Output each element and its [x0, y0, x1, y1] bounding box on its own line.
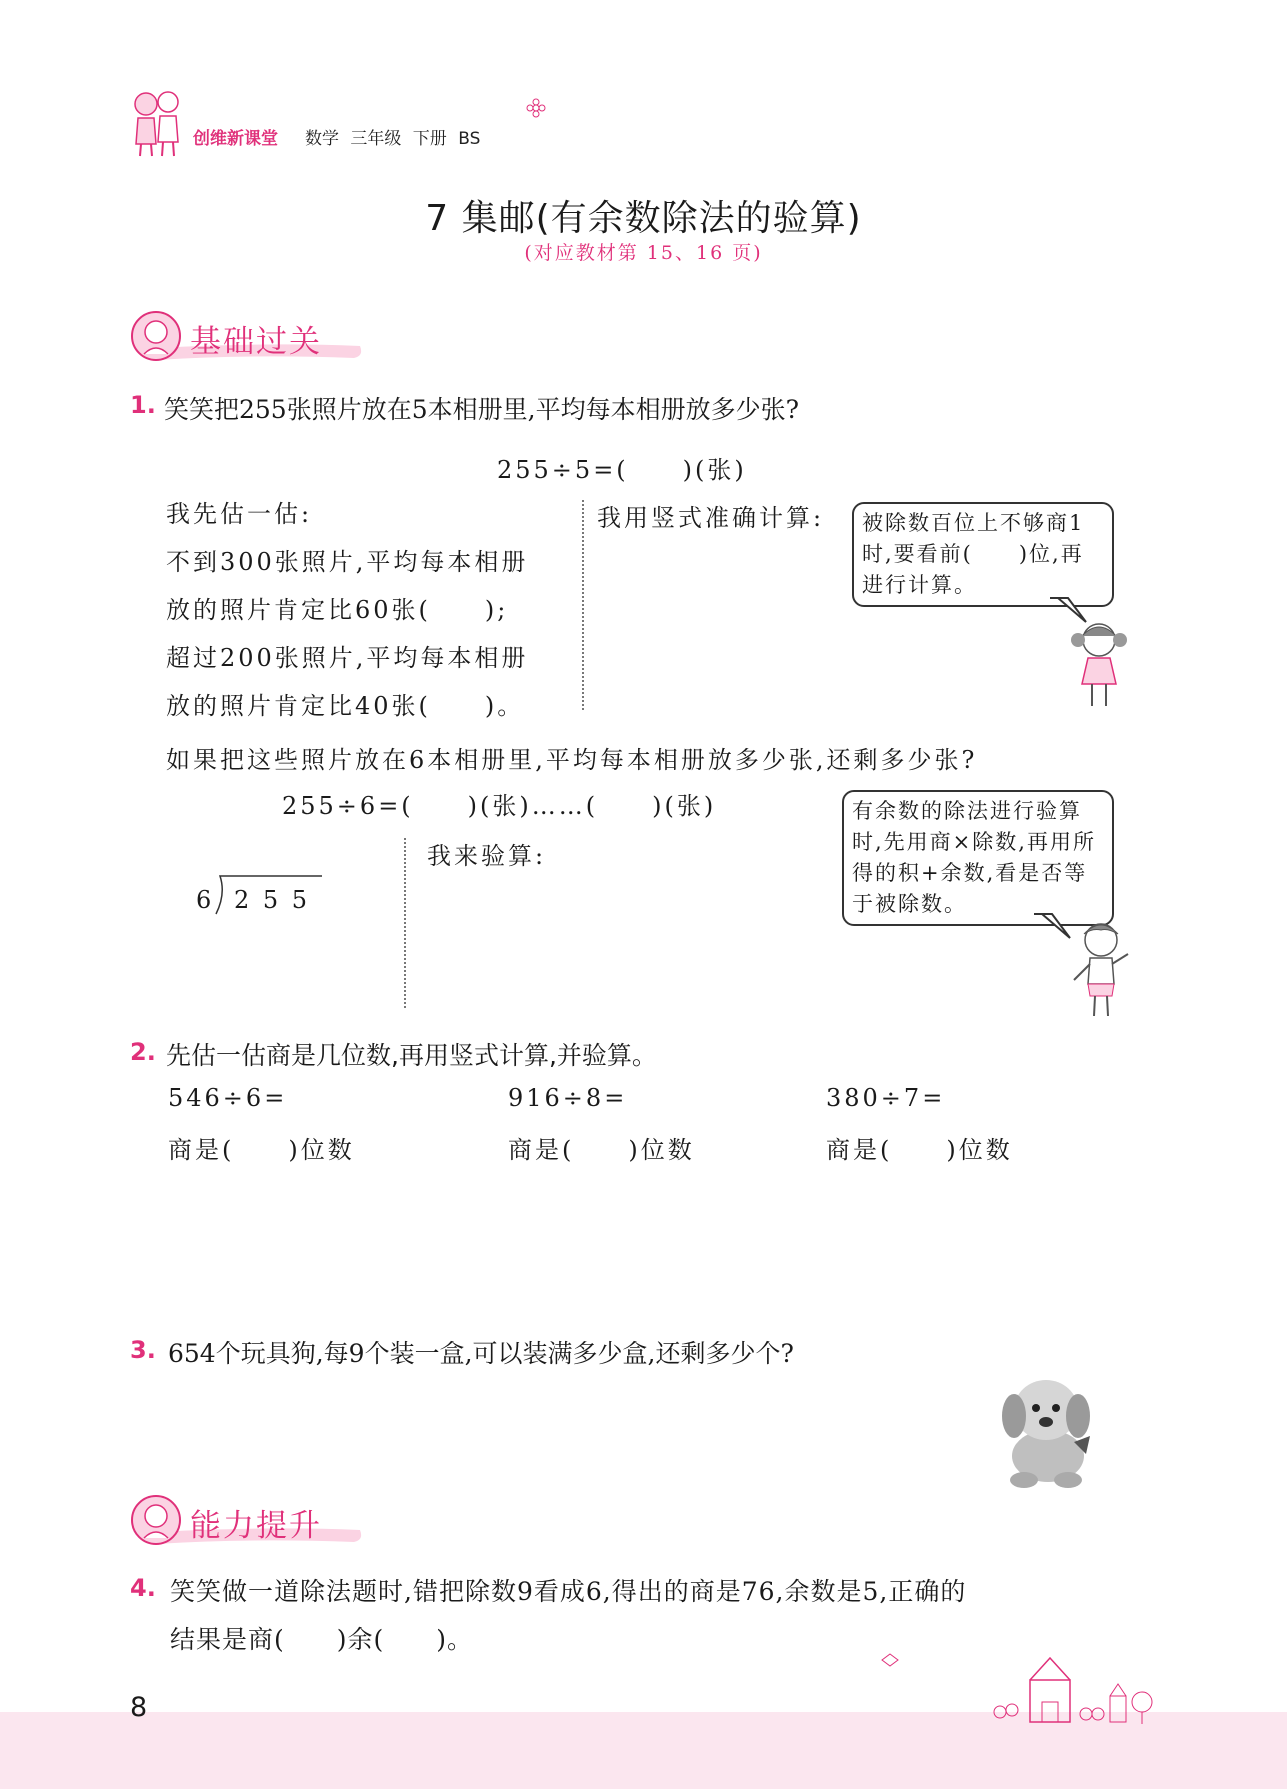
q2-digits: 商是( )位数: [168, 1136, 355, 1164]
long-division-dividend: 2 5 5: [234, 886, 311, 914]
question-number-3: 3.: [130, 1336, 156, 1364]
book-subject: 数学 三年级 下册 BS: [305, 129, 481, 149]
estimate-line: 不到300张照片,平均每本相册: [166, 548, 529, 576]
toy-dog-image: [990, 1366, 1102, 1494]
question-3-text: 654个玩具狗,每9个装一盒,可以装满多少盒,还剩多少个?: [168, 1339, 794, 1368]
verify-label: 我来验算:: [427, 842, 547, 870]
question-number-2: 2.: [130, 1038, 156, 1066]
q2-expression: 916÷8=: [508, 1084, 628, 1112]
lesson-title: 7 集邮(有余数除法的验算): [425, 198, 862, 239]
section-banner-advanced: [128, 1492, 368, 1548]
girl-character-icon: [1068, 618, 1130, 718]
long-division-divisor: 6: [196, 886, 215, 914]
question-1-equation: 255÷5=( )(张): [497, 456, 747, 484]
q2-expression: 546÷6=: [168, 1084, 288, 1112]
estimate-line: 放的照片肯定比40张( )。: [166, 692, 525, 720]
q2-expression: 380÷7=: [826, 1084, 946, 1112]
divider-vertical-1: [582, 500, 584, 710]
question-number-4: 4.: [130, 1574, 156, 1602]
hint-bubble-1: 被除数百位上不够商1时,要看前( )位,再进行计算。: [852, 502, 1114, 607]
boy-character-icon: [1068, 918, 1134, 1026]
flower-decoration-icon: [526, 98, 546, 122]
castle-decoration-icon: [880, 1646, 1160, 1730]
question-2-text: 先估一估商是几位数,再用竖式计算,并验算。: [166, 1041, 657, 1070]
estimate-line: 我先估一估:: [166, 500, 313, 528]
question-1-equation-2: 255÷6=( )(张)……( )(张): [282, 792, 717, 820]
question-1-text: 笑笑把255张照片放在5本相册里,平均每本相册放多少张?: [164, 395, 799, 424]
question-number-1: 1.: [130, 391, 156, 419]
section-title-advanced: 能力提升: [190, 1508, 322, 1544]
q2-digits: 商是( )位数: [508, 1136, 695, 1164]
divider-vertical-2: [404, 838, 406, 1008]
page-number: 8: [130, 1692, 148, 1723]
brand-name: 创维新课堂: [193, 129, 278, 149]
section-banner-basic: [128, 308, 368, 364]
estimate-line: 超过200张照片,平均每本相册: [166, 644, 529, 672]
question-4-line-2: 结果是商( )余( )。: [170, 1625, 474, 1654]
section-title-basic: 基础过关: [190, 324, 322, 360]
kids-logo-icon: [128, 88, 186, 158]
question-1-followup: 如果把这些照片放在6本相册里,平均每本相册放多少张,还剩多少张?: [166, 746, 978, 774]
question-4-line-1: 笑笑做一道除法题时,错把除数9看成6,得出的商是76,余数是5,正确的: [170, 1577, 967, 1606]
hint-bubble-2: 有余数的除法进行验算时,先用商×除数,再用所得的积+余数,看是否等于被除数。: [842, 790, 1114, 926]
estimate-block: [166, 494, 528, 734]
q2-digits: 商是( )位数: [826, 1136, 1013, 1164]
estimate-line: 放的照片肯定比60张( );: [166, 596, 509, 624]
vertical-calc-label: 我用竖式准确计算:: [597, 504, 825, 532]
lesson-subtitle: (对应教材第 15、16 页): [524, 242, 763, 264]
